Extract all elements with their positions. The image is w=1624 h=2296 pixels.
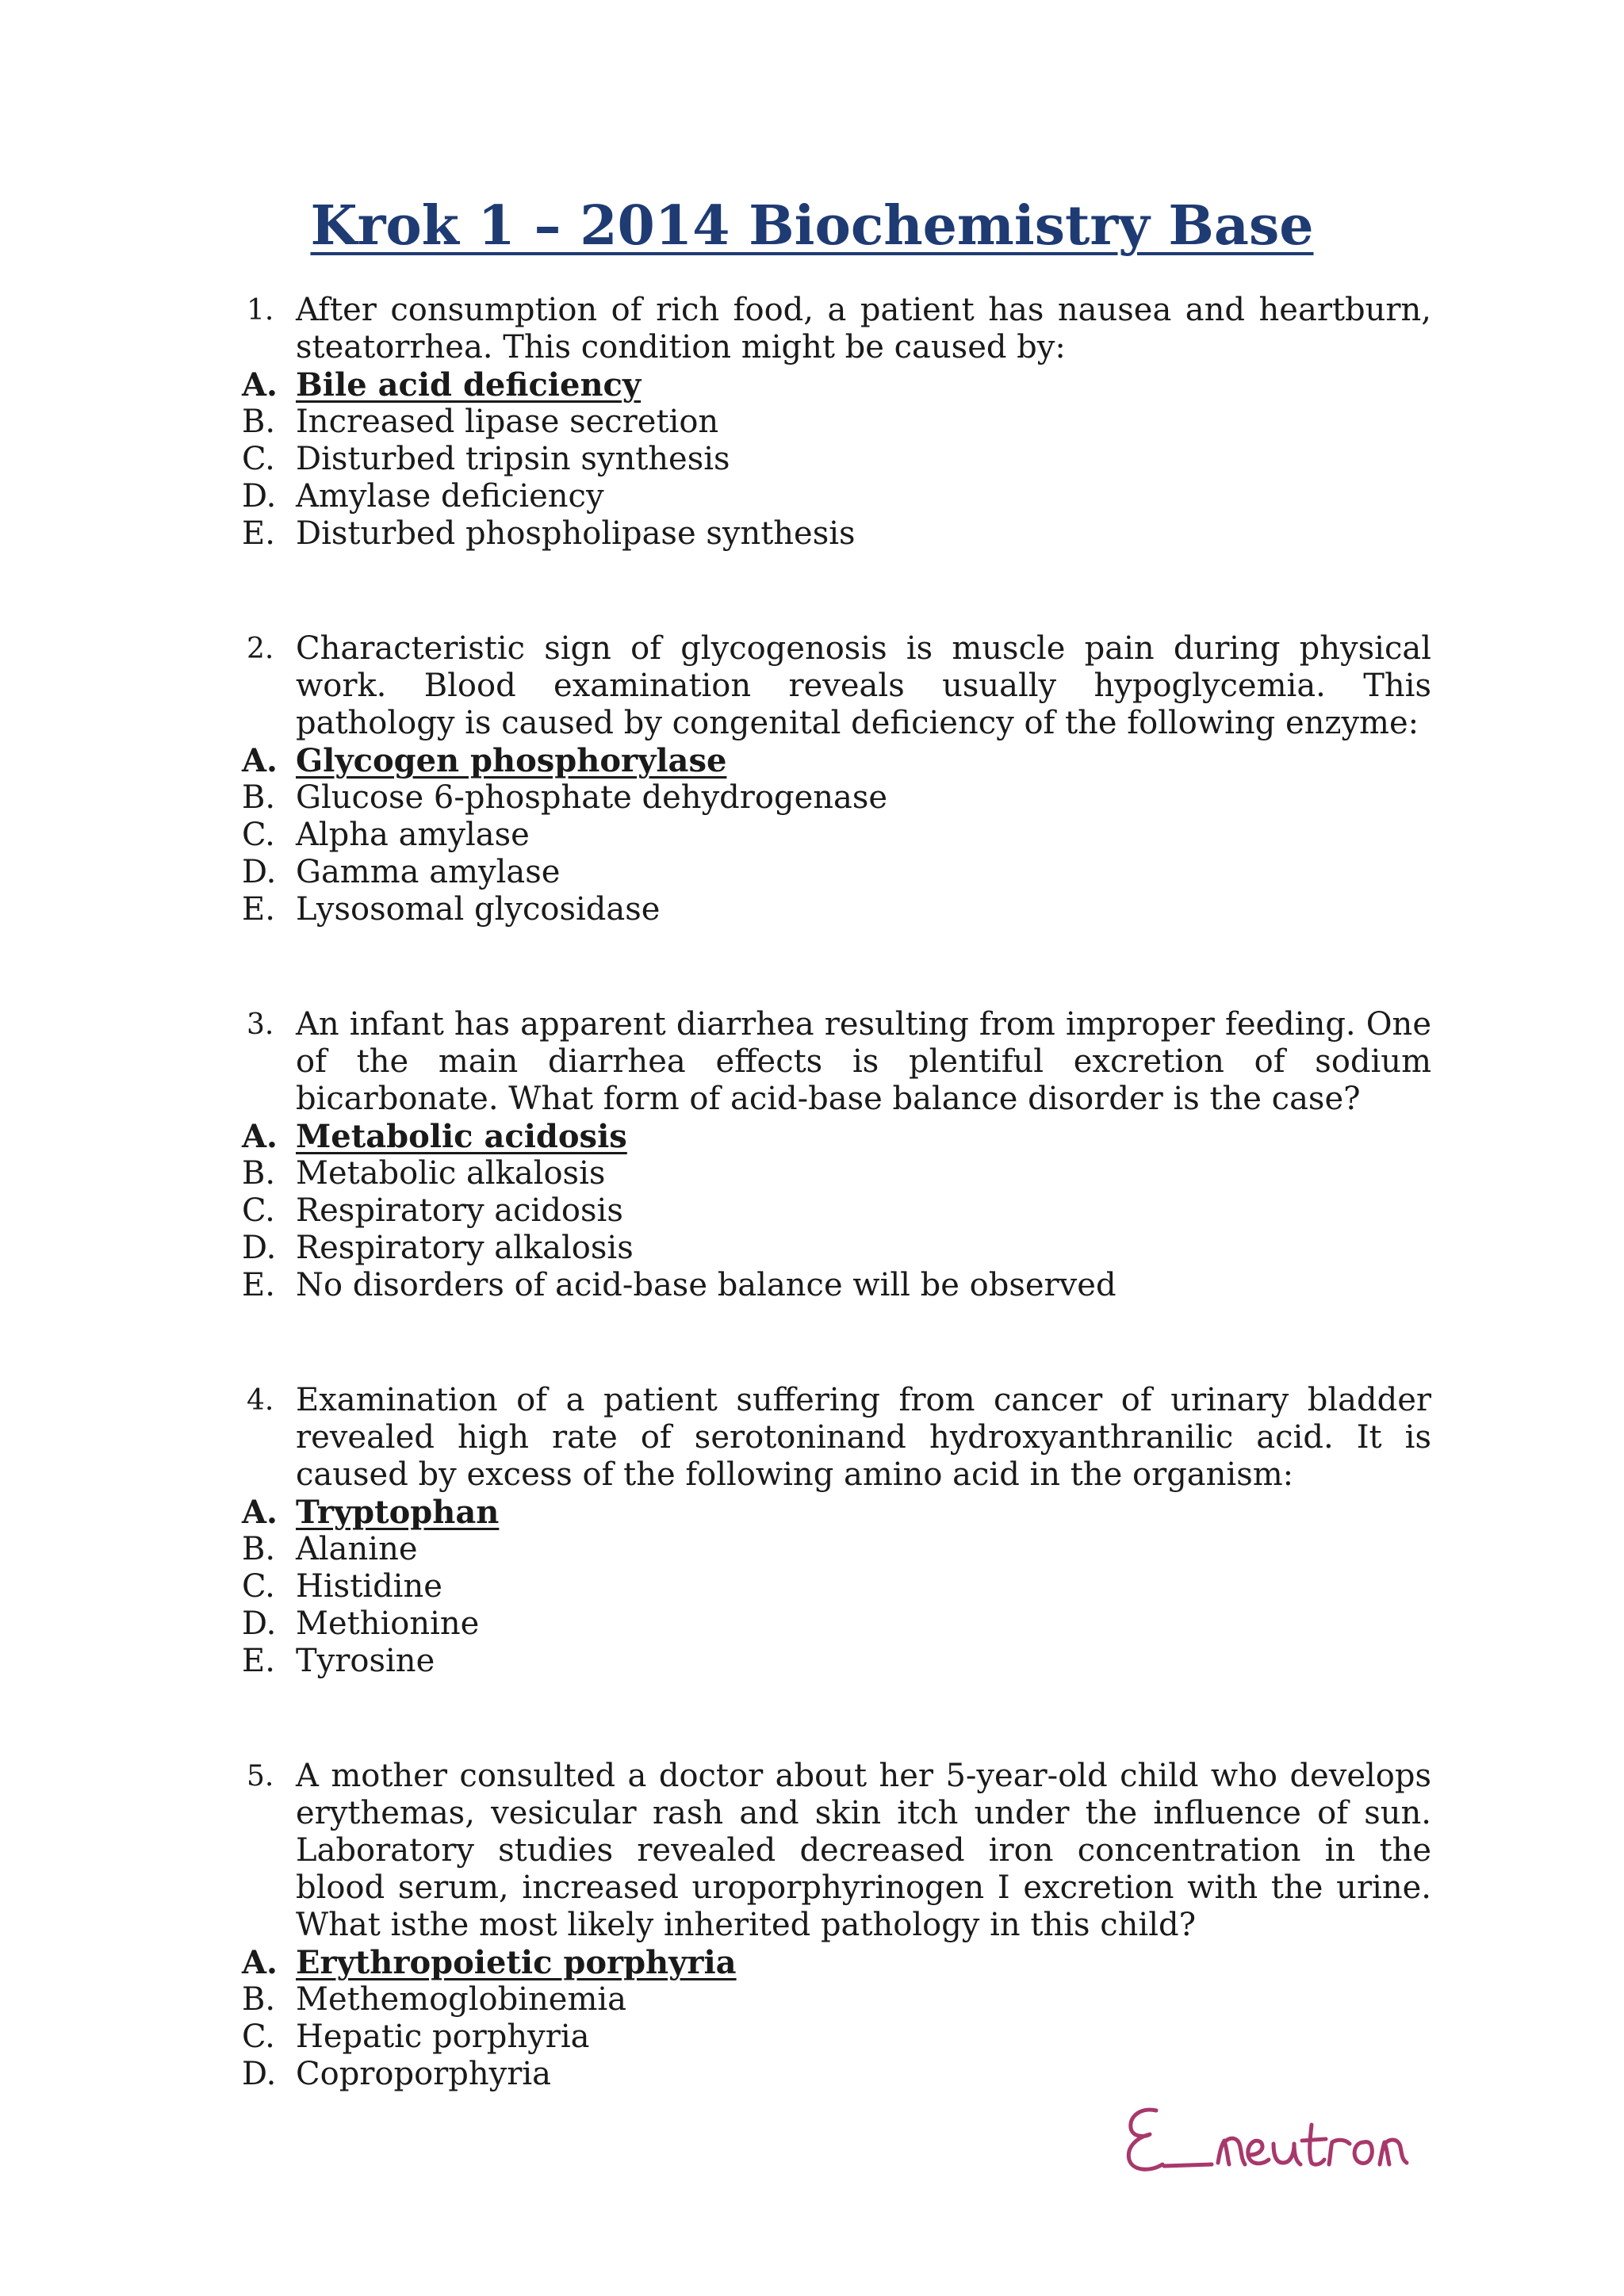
option-text: Tyrosine	[296, 1643, 435, 1679]
option-letter: A.	[242, 742, 278, 779]
option-letter: B.	[242, 1155, 276, 1192]
option-c	[242, 2019, 1431, 2056]
option-c	[242, 817, 1431, 854]
option-text: Alanine	[296, 1531, 418, 1567]
option-b	[242, 779, 1431, 817]
option-letter: B.	[242, 1531, 276, 1567]
option-text: Lysosomal glycosidase	[296, 891, 661, 928]
question-stem	[242, 1758, 1431, 1944]
question-text: An infant has apparent diarrhea resulting from improper feeding. One of the main diarrhea effects is plentiful excretion of sodium bicarbonate. What form of acid-base balance disorder is the case?	[296, 1006, 1431, 1117]
option-letter: E.	[242, 891, 275, 928]
option-e	[242, 1267, 1431, 1304]
option-text: Methionine	[296, 1605, 480, 1642]
option-text: Glycogen phosphorylase	[296, 742, 727, 779]
question-4	[242, 1382, 1431, 1680]
option-text: Metabolic alkalosis	[296, 1155, 606, 1192]
question-text: After consumption of rich food, a patient has nausea and heartburn, steatorrhea. This condition might be caused by:	[296, 292, 1431, 365]
question-stem	[242, 292, 1431, 366]
option-text: Alpha amylase	[296, 817, 530, 853]
option-letter: A.	[242, 1944, 278, 1981]
answer-options	[242, 1118, 1431, 1304]
option-text: No disorders of acid-base balance will be observed	[296, 1267, 1116, 1303]
option-letter: D.	[242, 1230, 277, 1266]
question-text: A mother consulted a doctor about her 5-year-old child who develops erythemas, vesicular rash and skin itch under the influence of sun. Laboratory studies revealed decreased iron concentration in the blood serum, increased uroporphyrinogen I excretion with the urine. What isthe most likely inherited pathology in this child?	[296, 1758, 1431, 1943]
question-number: 3.	[247, 1008, 274, 1041]
option-a-correct	[242, 1944, 1431, 1981]
option-letter: A.	[242, 1494, 278, 1531]
answer-options	[242, 366, 1431, 553]
option-e	[242, 1643, 1431, 1680]
question-text: Examination of a patient suffering from cancer of urinary bladder revealed high rate of serotoninand hydroxyanthranilic acid. It is caused by excess of the following amino acid in the organism:	[296, 1382, 1431, 1493]
option-letter: C.	[242, 1568, 275, 1605]
option-letter: E.	[242, 515, 275, 552]
option-d	[242, 854, 1431, 891]
question-stem	[242, 1382, 1431, 1494]
option-text: Respiratory acidosis	[296, 1192, 623, 1229]
option-text: Increased lipase secretion	[296, 404, 719, 440]
option-text: Histidine	[296, 1568, 442, 1605]
option-letter: D.	[242, 1605, 277, 1642]
option-e	[242, 515, 1431, 553]
answer-options	[242, 1494, 1431, 1680]
option-letter: C.	[242, 817, 275, 853]
option-letter: B.	[242, 404, 276, 440]
option-text: Disturbed tripsin synthesis	[296, 441, 730, 477]
question-stem	[242, 1006, 1431, 1118]
question-number: 2.	[247, 633, 274, 665]
option-letter: D.	[242, 2056, 277, 2092]
option-text: Hepatic porphyria	[296, 2019, 590, 2055]
option-b	[242, 1155, 1431, 1192]
page-title: Krok 1 – 2014 Biochemistry Base	[310, 194, 1314, 258]
question-number: 5.	[247, 1760, 274, 1793]
option-letter: C.	[242, 2019, 275, 2055]
option-a-correct	[242, 1494, 1431, 1531]
option-letter: B.	[242, 779, 276, 816]
option-text: Respiratory alkalosis	[296, 1230, 634, 1266]
option-text: Erythropoietic porphyria	[296, 1944, 737, 1981]
option-text: Coproporphyria	[296, 2056, 552, 2092]
option-c	[242, 1568, 1431, 1605]
option-text: Bile acid deficiency	[296, 366, 642, 404]
option-letter: D.	[242, 478, 277, 515]
option-d	[242, 2056, 1431, 2093]
option-a-correct	[242, 1118, 1431, 1155]
answer-options	[242, 742, 1431, 928]
option-a-correct	[242, 366, 1431, 404]
option-b	[242, 1531, 1431, 1568]
option-text: Gamma amylase	[296, 854, 561, 890]
option-text: Disturbed phospholipase synthesis	[296, 515, 856, 552]
option-b	[242, 1981, 1431, 2019]
question-1	[242, 292, 1431, 553]
option-c	[242, 1192, 1431, 1230]
question-stem	[242, 630, 1431, 742]
option-letter: E.	[242, 1267, 275, 1303]
question-2	[242, 630, 1431, 928]
option-letter: B.	[242, 1981, 276, 2018]
option-letter: C.	[242, 441, 275, 477]
question-number: 1.	[247, 294, 274, 327]
option-text: Amylase deficiency	[296, 478, 604, 515]
option-letter: A.	[242, 1118, 278, 1155]
option-c	[242, 441, 1431, 478]
option-e	[242, 891, 1431, 928]
option-d	[242, 478, 1431, 515]
option-letter: E.	[242, 1643, 275, 1679]
question-5	[242, 1758, 1431, 2093]
question-text: Characteristic sign of glycogenosis is muscle pain during physical work. Blood examination reveals usually hypoglycemia. This pathology is caused by congenital deficiency of the following enzyme:	[296, 630, 1431, 741]
question-number: 4.	[247, 1384, 274, 1417]
option-a-correct	[242, 742, 1431, 779]
option-d	[242, 1230, 1431, 1267]
option-text: Methemoglobinemia	[296, 1981, 627, 2018]
option-letter: C.	[242, 1192, 275, 1229]
question-3	[242, 1006, 1431, 1304]
option-letter: D.	[242, 854, 277, 890]
signature-watermark	[1118, 2093, 1435, 2180]
option-b	[242, 404, 1431, 441]
option-d	[242, 1605, 1431, 1643]
option-text: Metabolic acidosis	[296, 1118, 627, 1155]
option-text: Glucose 6-phosphate dehydrogenase	[296, 779, 888, 816]
answer-options	[242, 1944, 1431, 2093]
question-list	[242, 292, 1431, 2171]
option-letter: A.	[242, 366, 278, 404]
option-text: Tryptophan	[296, 1494, 500, 1531]
